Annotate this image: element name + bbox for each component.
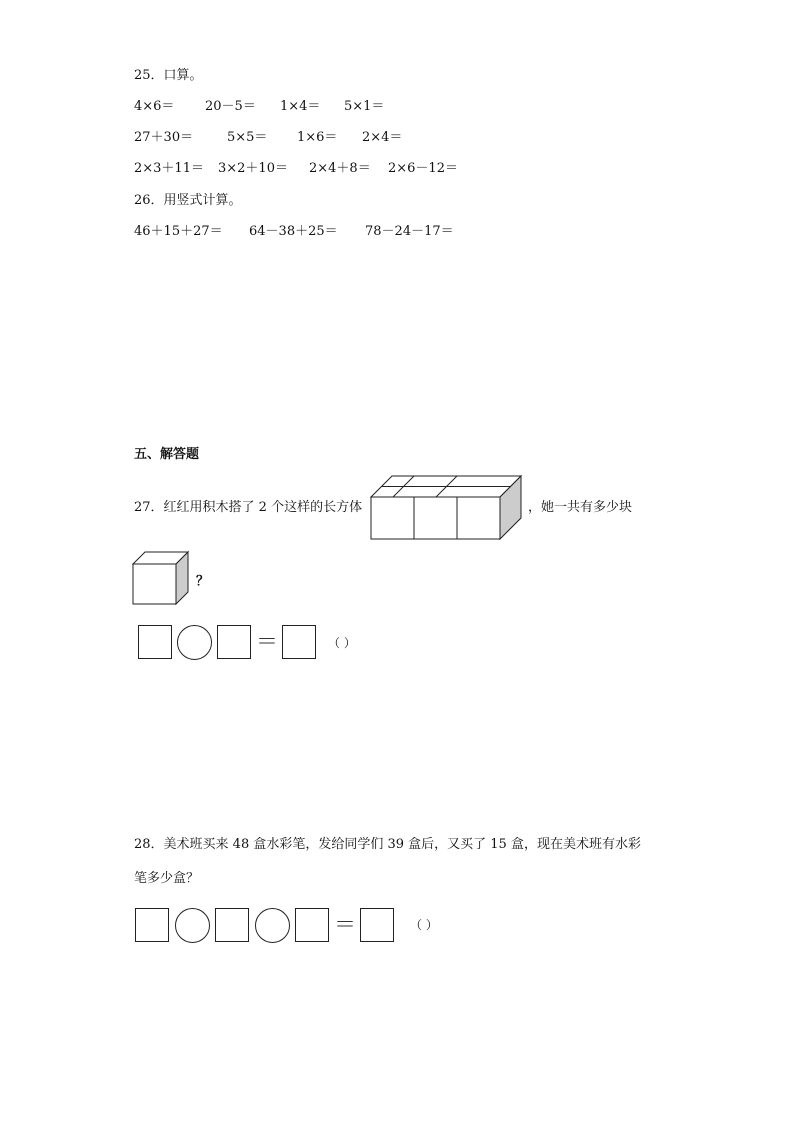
- q25-r2c1: 27＋30＝: [134, 130, 194, 145]
- q25-r1c4: 5×1＝: [344, 99, 385, 114]
- q27-equals-sign: ＝: [256, 630, 279, 655]
- q28-operator-circle-2[interactable]: [255, 908, 290, 943]
- q26-item-2: 64－38＋25＝: [249, 224, 338, 239]
- section-title: 五、解答题: [134, 447, 200, 462]
- q28-answer-box-3[interactable]: [295, 908, 329, 942]
- q28-answer-box-1[interactable]: [135, 908, 169, 942]
- q28-operator-circle-1[interactable]: [175, 908, 210, 943]
- q27-operator-circle[interactable]: [177, 625, 212, 660]
- q27-result-box[interactable]: [282, 625, 316, 659]
- q25-r1c1: 4×6＝: [134, 99, 175, 114]
- q26-item-1: 46＋15＋27＝: [134, 224, 223, 239]
- q25-r3c3: 2×4＋8＝: [309, 161, 371, 176]
- q25-r2c2: 5×5＝: [227, 130, 268, 145]
- q27-text-before: 27．红红用积木搭了 2 个这样的长方体: [134, 500, 363, 515]
- q25-r3c4: 2×6－12＝: [388, 161, 458, 176]
- q28-answer-box-2[interactable]: [215, 908, 249, 942]
- q28-line-1: 28．美术班买来 48 盒水彩笔，发给同学们 39 盒后，又买了 15 盒，现在美术班有水彩: [134, 837, 641, 852]
- cuboid-figure: [371, 475, 523, 539]
- q25-r3c2: 3×2＋10＝: [218, 161, 288, 176]
- q27-text-after: ，她一共有多少块: [528, 500, 633, 515]
- q28-unit-parens[interactable]: （ ）: [410, 918, 438, 932]
- q25-r3c1: 2×3＋11＝: [134, 161, 204, 176]
- q27-unit-parens[interactable]: （ ）: [328, 636, 356, 650]
- q27-answer-box-1[interactable]: [138, 625, 172, 659]
- q28-line-2: 笔多少盒？: [134, 871, 200, 886]
- q27-answer-box-2[interactable]: [217, 625, 251, 659]
- q25-title: 25．口算。: [134, 68, 203, 83]
- q28-equals-sign: ＝: [334, 913, 357, 938]
- cube-figure: [133, 552, 189, 605]
- q26-title: 26．用竖式计算。: [134, 193, 242, 208]
- q27-question-mark: ？: [196, 574, 210, 589]
- q25-r2c3: 1×6＝: [297, 130, 338, 145]
- q26-item-3: 78－24－17＝: [365, 224, 454, 239]
- q25-r2c4: 2×4＝: [362, 130, 403, 145]
- q28-result-box[interactable]: [360, 908, 394, 942]
- q25-r1c3: 1×4＝: [280, 99, 321, 114]
- q25-r1c2: 20－5＝: [205, 99, 256, 114]
